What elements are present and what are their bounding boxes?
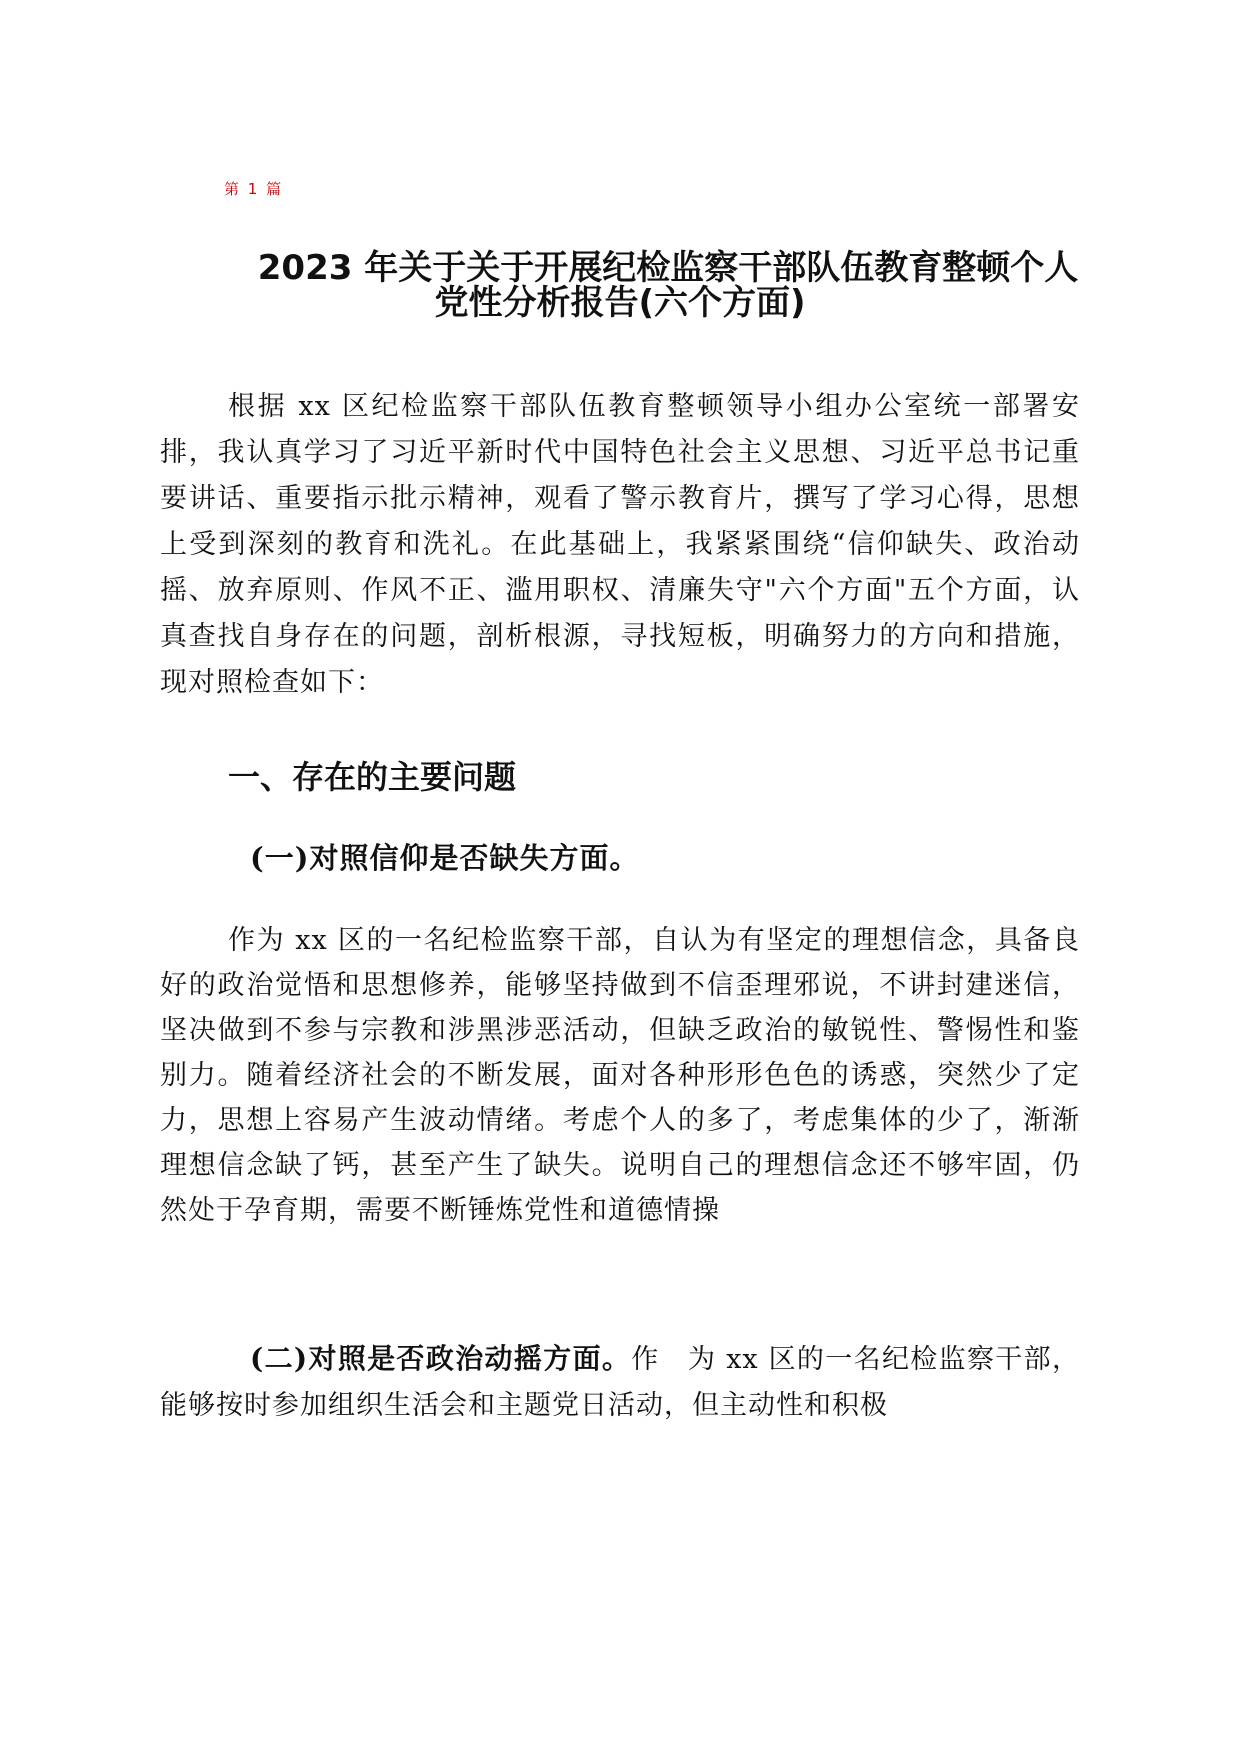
- document-title-line-2: 党性分析报告(六个方面): [434, 283, 806, 323]
- subsection-1-body: 作为 xx 区的一名纪检监察干部，自认为有坚定的理想信念，具备良好的政治觉悟和思想修养，能够坚持做到不信歪理邪说，不讲封建迷信，坚决做到不参与宗教和涉黑涉恶活动，但缺乏政治的敏锐性、警惕性和鉴别力。随着经济社会的不断发展，面对各种形形色色的诱惑，突然少了定力，思想上容易产生波动情绪。考虑个人的多了，考虑集体的少了，渐渐理想信念缺了钙，甚至产生了缺失。说明自己的理想信念还不够牢固，仍然处于孕育期，需要不断锤炼党性和道德情操: [160, 925, 1080, 1226]
- intro-paragraph: 根据 xx 区纪检监察干部队伍教育整顿领导小组办公室统一部署安排，我认真学习了习近平新时代中国特色社会主义思想、习近平总书记重要讲话、重要指示批示精神，观看了警示教育片，撰写了学习心得，思想上受到深刻的教育和洗礼。在此基础上，我紧紧围绕“信仰缺失、政治动摇、放弃原则、作风不正、滥用职权、清廉失守"六个方面"五个方面，认真查找自身存在的问题，剖析根源，寻找短板，明确努力的方向和措施，现对照检查如下：: [160, 391, 1080, 698]
- subsection-heading-1: (一)对照信仰是否缺失方面。: [250, 841, 640, 875]
- article-number-label: 第 1 篇: [224, 180, 284, 198]
- subsection-2-paragraph: [160, 1336, 1080, 1429]
- section-heading-1: 一、存在的主要问题: [228, 758, 517, 796]
- document-title-line-1: 2023 年关于关于开展纪检监察干部队伍教育整顿个人: [257, 248, 1079, 288]
- subsection-2-body: 作 为 xx 区的一名纪检监察干部，能够按时参加组织生活会和主题党日活动，但主动性和积极: [160, 1344, 1080, 1421]
- subsection-heading-2: (二)对照是否政治动摇方面。: [250, 1342, 632, 1375]
